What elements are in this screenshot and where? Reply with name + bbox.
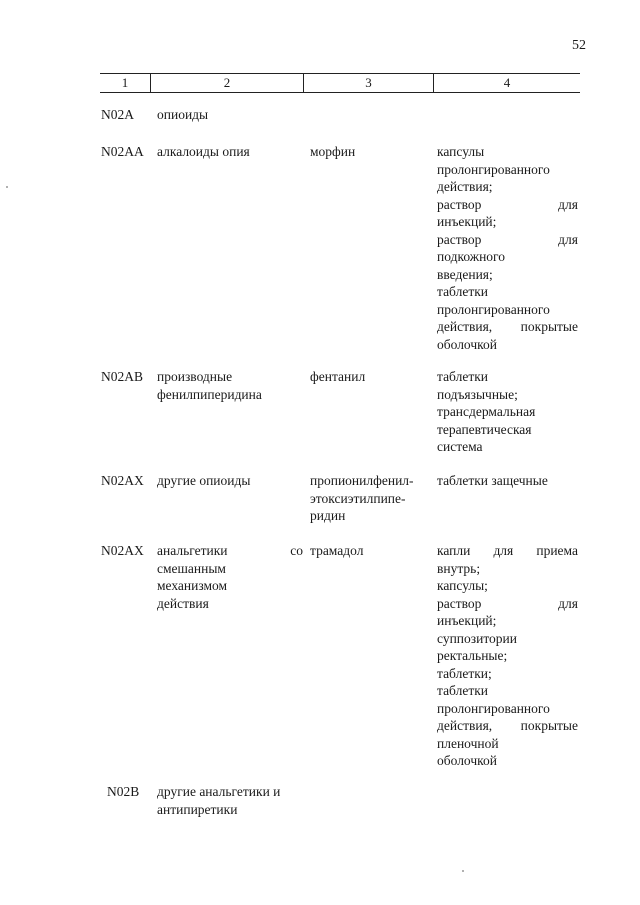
- form-line: оболочкой: [437, 753, 497, 768]
- form-line: действия, покрытые: [437, 718, 578, 733]
- form-line: раствор для: [437, 595, 578, 611]
- atc-code: N02AB: [101, 369, 144, 384]
- header-col-1: 1: [121, 75, 129, 90]
- form-line: капли для приема: [437, 543, 578, 558]
- atc-code: N02A: [101, 107, 134, 122]
- form-line: действия;: [437, 179, 493, 194]
- group-name-line: фенилпиперидина: [157, 386, 262, 402]
- drug-name: [310, 472, 428, 525]
- drug-name: [310, 542, 428, 560]
- group-name-line: опиоиды: [157, 107, 209, 122]
- form-line: таблетки: [437, 284, 489, 299]
- form-line: трансдермальная: [437, 404, 536, 419]
- group-name-line: производные: [157, 369, 233, 384]
- atc-code: N02AA: [101, 144, 144, 159]
- form-line: ректальные;: [437, 648, 508, 663]
- form-line: суппозитории: [437, 630, 517, 646]
- form-line: инъекций;: [437, 613, 497, 628]
- drug-name: [310, 368, 428, 386]
- drug-name-line: пропионилфенил-: [310, 473, 414, 488]
- drug-name-line: фентанил: [310, 369, 366, 384]
- form-line: инъекций;: [437, 214, 497, 229]
- form-line: внутрь;: [437, 560, 481, 576]
- group-name-line: антипиретики: [157, 801, 238, 817]
- drug-name-line: ридин: [310, 508, 346, 523]
- table-header: [100, 73, 580, 93]
- form-line: система: [437, 439, 483, 454]
- group-name: [157, 106, 303, 124]
- form-line: подкожного: [437, 249, 505, 264]
- dosage-forms: [437, 542, 578, 770]
- group-name-line: другие анальгетики и: [157, 784, 281, 799]
- dosage-forms: [437, 143, 578, 353]
- form-line: введения;: [437, 266, 493, 282]
- page-number: 52: [572, 38, 586, 53]
- dosage-forms: [437, 368, 578, 456]
- group-name-line: механизмом: [157, 578, 228, 593]
- atc-code: N02AX: [101, 473, 144, 488]
- form-line: пролонгированного: [437, 301, 550, 317]
- group-name: [157, 472, 303, 490]
- group-name-line: другие опиоиды: [157, 473, 251, 488]
- atc-code: N02B: [107, 784, 140, 799]
- form-line: раствор для: [437, 231, 578, 247]
- group-name-line: действия: [157, 595, 209, 611]
- group-name: [157, 143, 303, 161]
- header-col-3: 3: [303, 74, 433, 92]
- group-name-line: алкалоиды опия: [157, 144, 250, 159]
- group-name: [157, 542, 303, 612]
- form-line: таблетки: [437, 369, 489, 384]
- dosage-forms: [437, 472, 578, 490]
- form-line: подъязычные;: [437, 386, 518, 402]
- group-name-line: смешанным: [157, 560, 226, 576]
- form-line: таблетки;: [437, 665, 492, 681]
- form-line: раствор для: [437, 196, 578, 212]
- form-line: таблетки защечные: [437, 473, 548, 488]
- scan-speck: [462, 870, 464, 872]
- form-line: терапевтическая: [437, 421, 532, 437]
- form-line: действия, покрытые: [437, 319, 578, 334]
- form-line: пленочной: [437, 735, 499, 751]
- form-line: оболочкой: [437, 336, 497, 352]
- form-line: пролонгированного: [437, 700, 550, 716]
- group-name: [157, 368, 303, 403]
- drug-name: [310, 143, 428, 161]
- group-name-line: анальгетики со: [157, 543, 303, 558]
- drug-name-line: трамадол: [310, 543, 364, 558]
- header-col-4: 4: [433, 74, 580, 92]
- group-name: [157, 783, 303, 818]
- scan-speck: [6, 186, 8, 188]
- form-line: пролонгированного: [437, 161, 550, 177]
- form-line: капсулы;: [437, 578, 488, 593]
- drug-name-line: морфин: [310, 144, 356, 159]
- header-col-2: 2: [150, 74, 303, 92]
- form-line: капсулы: [437, 144, 485, 159]
- atc-code: N02AX: [101, 543, 144, 558]
- drug-name-line: этоксиэтилпипе-: [310, 490, 406, 506]
- form-line: таблетки: [437, 683, 489, 698]
